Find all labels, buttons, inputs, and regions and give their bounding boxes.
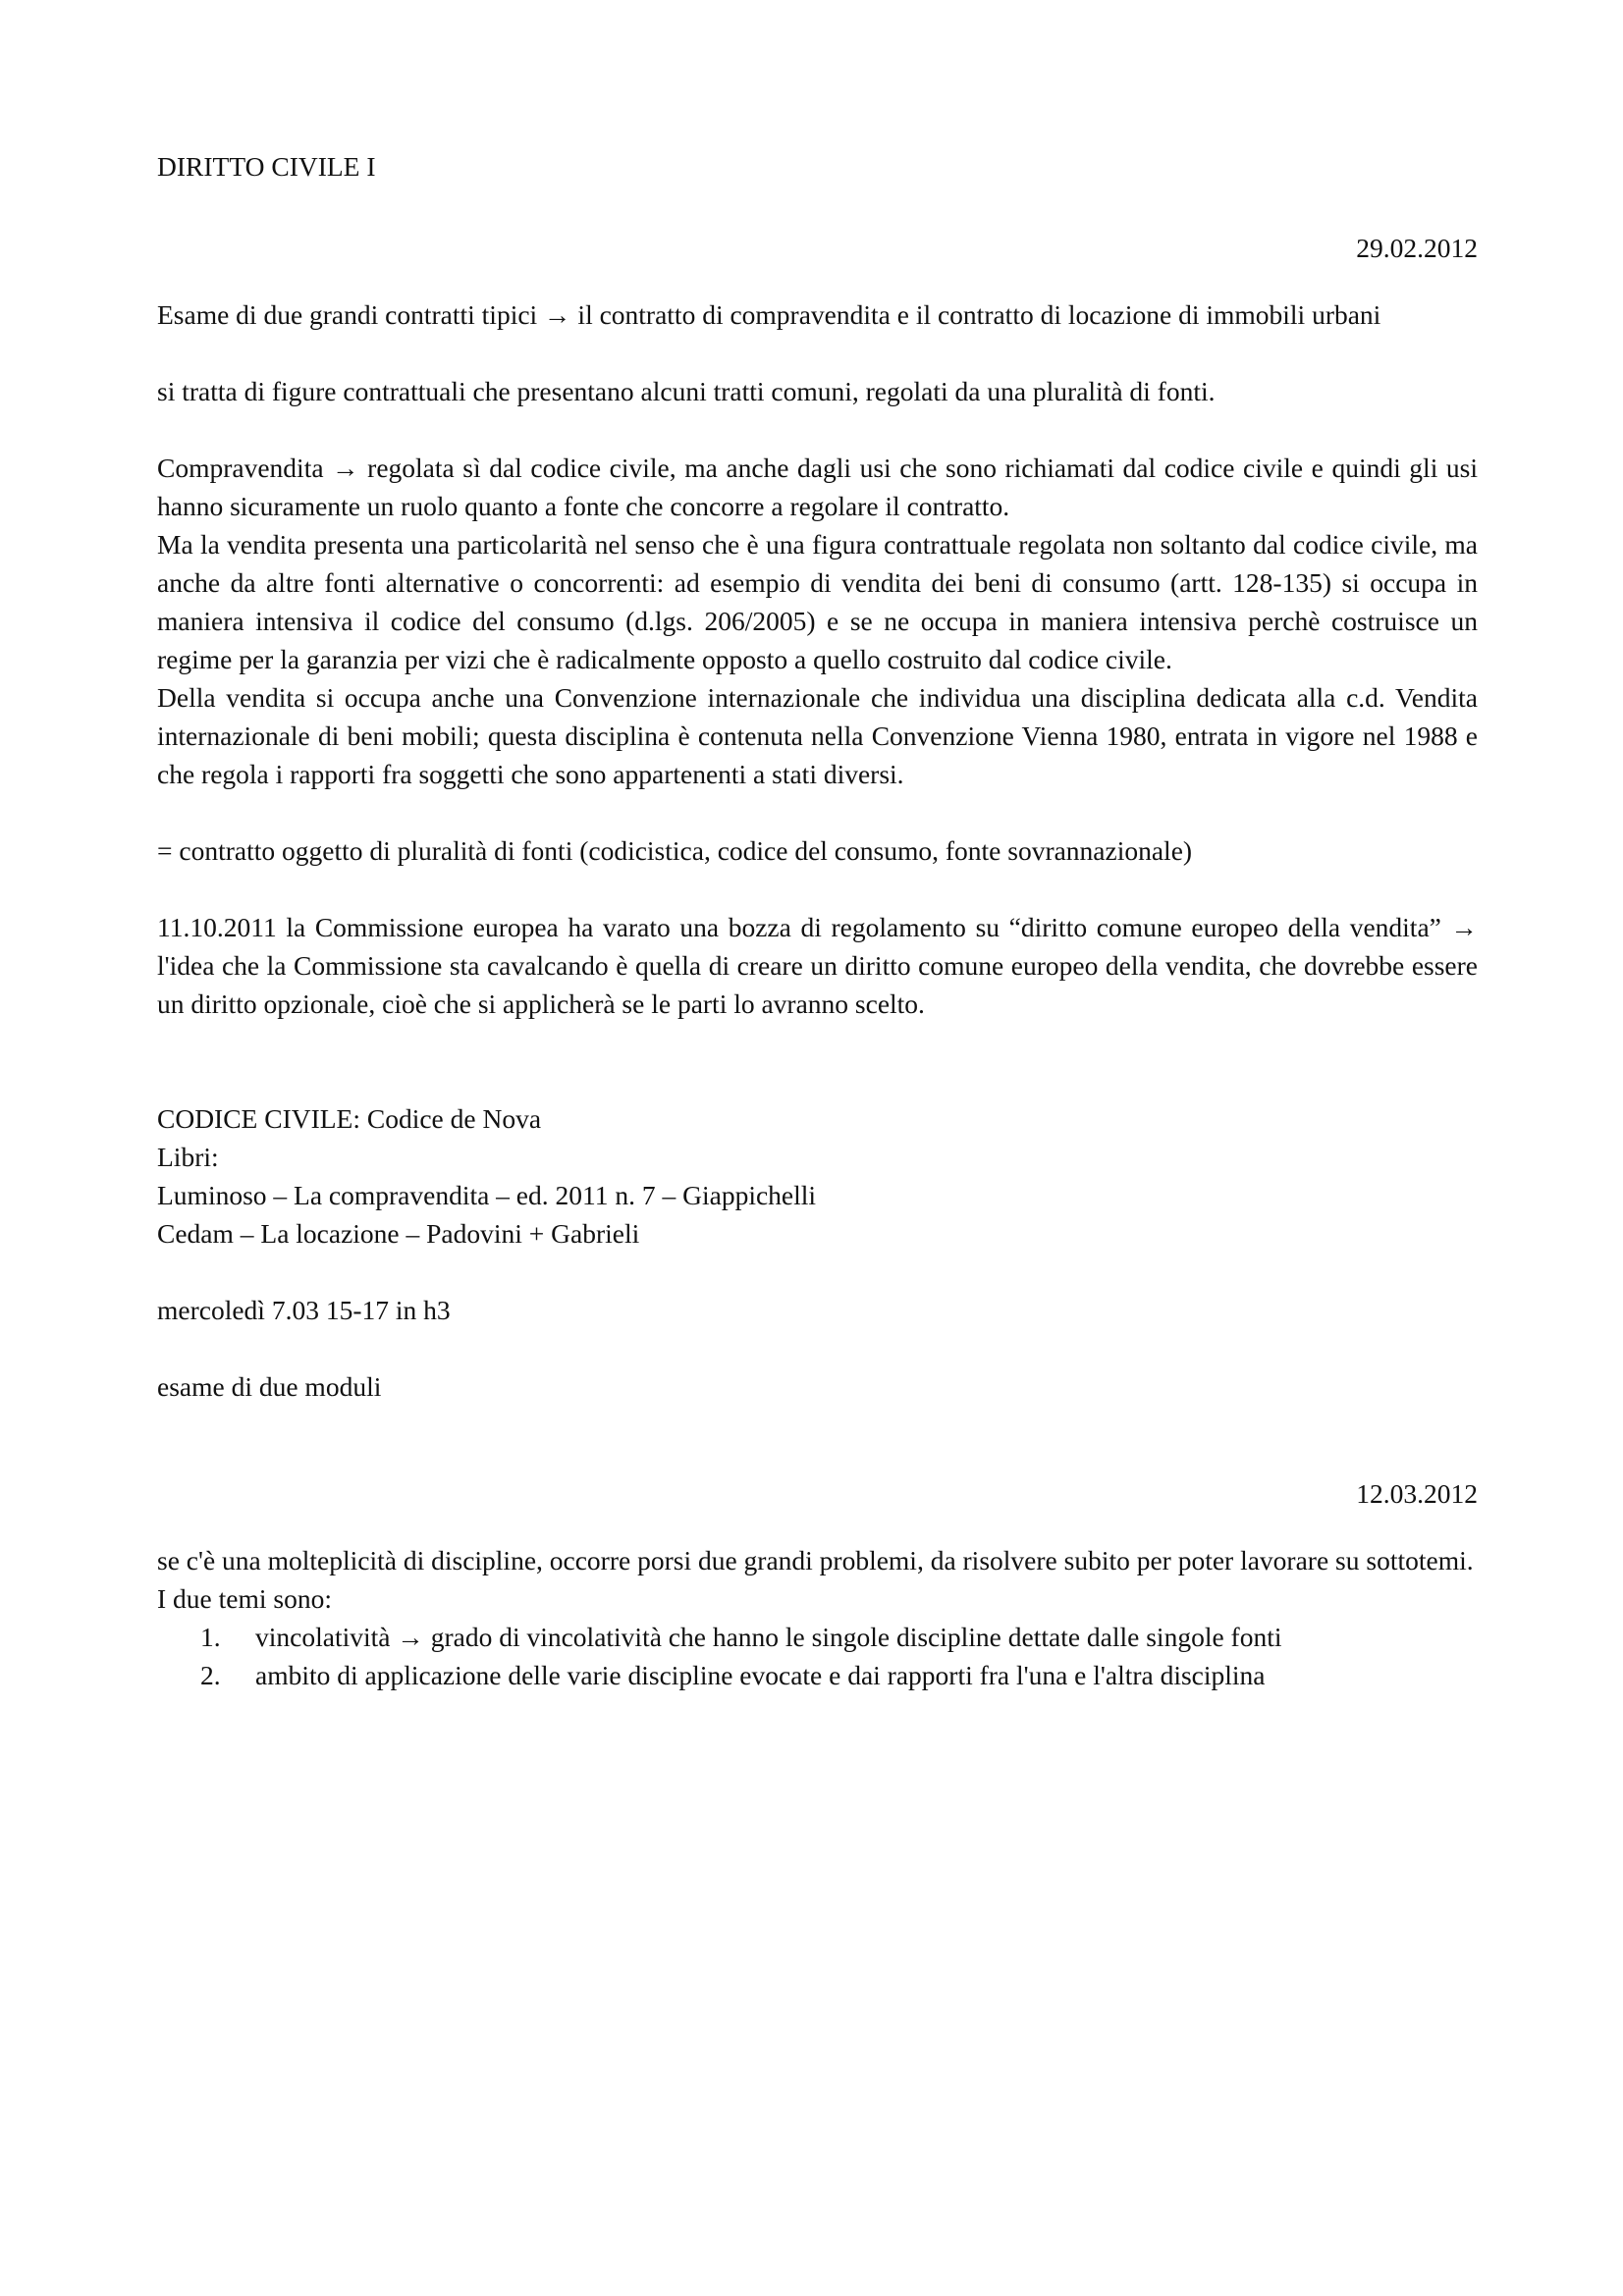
paragraph-common-traits: si tratta di figure contrattuali che presentano alcuni tratti comuni, regolati da una pluralità di fonti.: [157, 376, 1216, 406]
book-reference-2: Cedam – La locazione – Padovini + Gabrieli: [157, 1218, 640, 1249]
list-item: [157, 1618, 1478, 1656]
paragraph-vendita-particolarita: Ma la vendita presenta una particolarità nel senso che è una figura contrattuale regolata non soltanto dal codice civile, ma anche da altre fonti alternative o concorrenti: ad esempio di vendita dei beni di consumo (artt. 128-135) si occupa in maniera intensiva il codice del consumo (d.lgs. 206/2005) e se ne occupa in maniera intensiva perchè costruisce un regime per la garanzia per vizi che è radicalmente opposto a quello costruito dal codice civile.: [157, 529, 1478, 674]
document-page: [157, 147, 1478, 1694]
list-item-number: 2.: [200, 1660, 221, 1690]
exam-note: esame di due moduli: [157, 1371, 382, 1402]
lecture-date-1: 29.02.2012: [1356, 233, 1478, 263]
list-item-number: 1.: [200, 1622, 221, 1652]
document-title: DIRITTO CIVILE I: [157, 151, 376, 182]
list-item-text: ambito di applicazione delle varie discipline evocate e dai rapporti fra l'una e l'altra disciplina: [255, 1660, 1266, 1690]
code-reference: CODICE CIVILE: Codice de Nova: [157, 1103, 542, 1134]
paragraph-due-temi: I due temi sono:: [157, 1583, 332, 1614]
paragraph-molteplicita: se c'è una molteplicità di discipline, occorre porsi due grandi problemi, da risolvere subito per poter lavorare su sottotemi.: [157, 1545, 1474, 1575]
paragraph-commissione-europea: 11.10.2011 la Commissione europea ha varato una bozza di regolamento su “diritto comune europeo della vendita” → l'idea che la Commissione sta cavalcando è quella di creare un diritto comune europeo della vendita, che dovrebbe essere un diritto opzionale, cioè che si applicherà se le parti lo avranno scelto.: [157, 912, 1478, 1019]
schedule-note: mercoledì 7.03 15-17 in h3: [157, 1295, 451, 1325]
list-item-text: vincolatività → grado di vincolatività che hanno le singole discipline dettate dalle singole fonti: [255, 1622, 1282, 1652]
books-label: Libri:: [157, 1142, 219, 1172]
list-item: [157, 1656, 1478, 1694]
references-block: [157, 1099, 1478, 1253]
book-reference-1: Luminoso – La compravendita – ed. 2011 n. 7 – Giappichelli: [157, 1180, 817, 1210]
lecture-date-2: 12.03.2012: [1356, 1478, 1478, 1509]
paragraph-pluralita-fonti: = contratto oggetto di pluralità di fonti (codicistica, codice del consumo, fonte sovrannazionale): [157, 835, 1193, 866]
paragraph-contracts-intro: Esame di due grandi contratti tipici → il contratto di compravendita e il contratto di locazione di immobili urbani: [157, 299, 1381, 330]
paragraph-compravendita: Compravendita → regolata sì dal codice civile, ma anche dagli usi che sono richiamati dal codice civile e quindi gli usi hanno sicuramente un ruolo quanto a fonte che concorre a regolare il contratto.: [157, 453, 1478, 521]
themes-list: [157, 1618, 1478, 1694]
paragraph-convenzione: Della vendita si occupa anche una Convenzione internazionale che individua una disciplina dedicata alla c.d. Vendita internazionale di beni mobili; questa disciplina è contenuta nella Convenzione Vienna 1980, entrata in vigore nel 1988 e che regola i rapporti fra soggetti che sono appartenenti a stati diversi.: [157, 682, 1478, 789]
